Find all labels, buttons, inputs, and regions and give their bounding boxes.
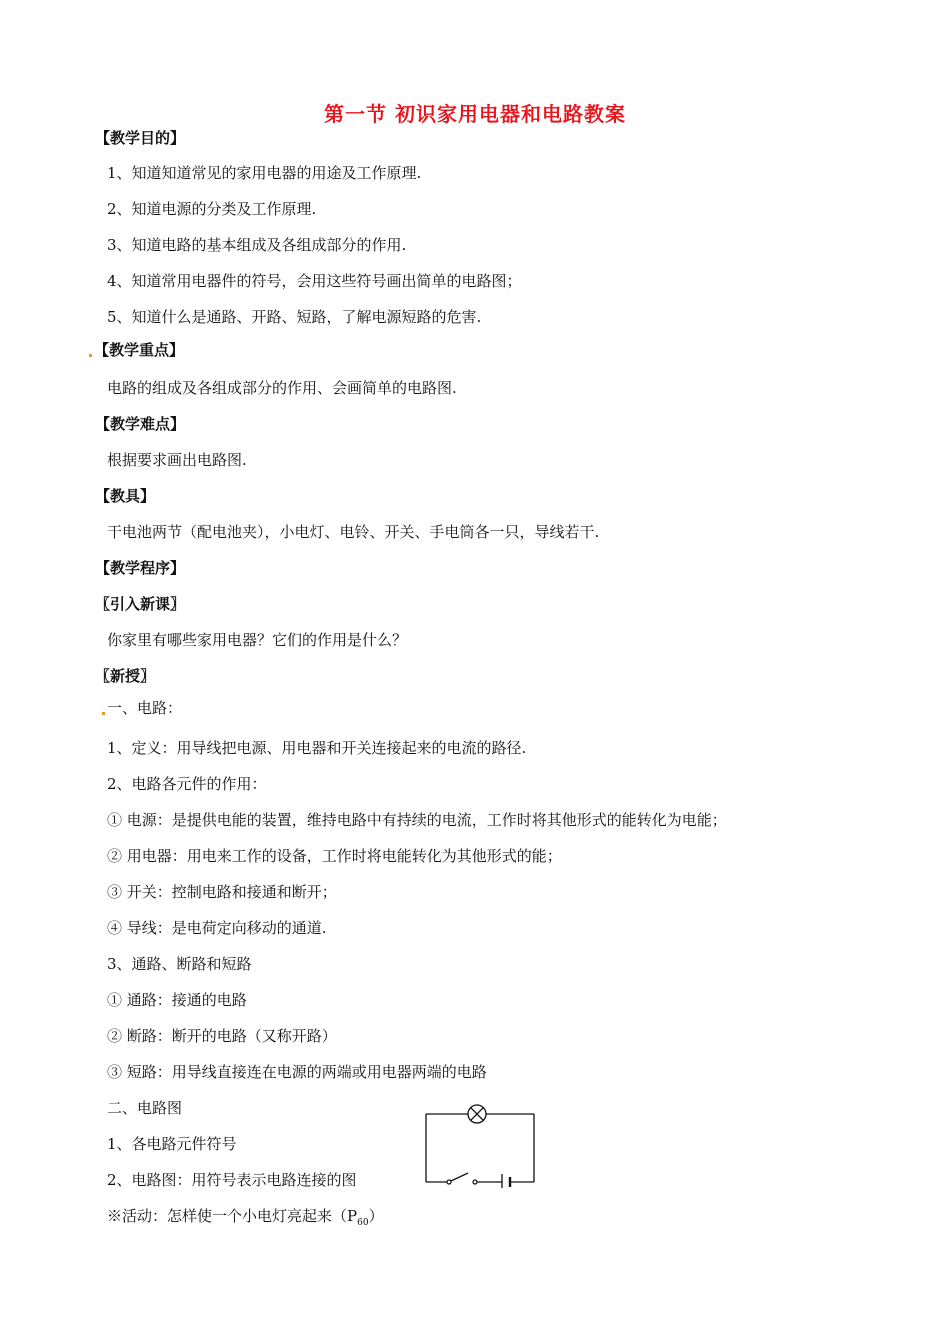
- switch-contact: [473, 1180, 477, 1184]
- objective-item: 3、知道电路的基本组成及各组成部分的作用.: [107, 236, 407, 254]
- component-item: ③ 开关：控制电路和接通和断开；: [107, 883, 337, 901]
- mark-dot: [89, 354, 92, 357]
- state-item: ② 断路：断开的电路（又称开路）: [107, 1027, 337, 1045]
- objective-item: 4、知道常用电器件的符号，会用这些符号画出简单的电路图；: [107, 272, 522, 290]
- key-points-text: 电路的组成及各组成部分的作用、会画简单的电路图.: [107, 379, 457, 397]
- components-title: 2、电路各元件的作用：: [107, 775, 267, 793]
- states-title: 3、通路、断路和短路: [107, 955, 252, 973]
- state-item: ③ 短路：用导线直接连在电源的两端或用电器两端的电路: [107, 1063, 487, 1081]
- diagram-text: 2、电路图：用符号表示电路连接的图: [107, 1171, 357, 1189]
- new-lesson-heading: 〖新授〗: [95, 667, 156, 685]
- objective-item: 2、知道电源的分类及工作原理.: [107, 200, 317, 218]
- key-points-heading: 【教学重点】: [89, 340, 184, 360]
- document-title: 第一节 初识家用电器和电路教案: [324, 102, 626, 126]
- difficulties-heading: 【教学难点】: [95, 415, 186, 433]
- intro-text: 你家里有哪些家用电器？它们的作用是什么？: [107, 631, 408, 649]
- component-item: ① 电源：是提供电能的装置，维持电路中有持续的电流，工作时将其他形式的能转化为电能；: [107, 811, 727, 829]
- activity-text: ※活动：怎样使一个小电灯亮起来$(P_{60})$: [107, 1207, 384, 1228]
- procedure-heading: 【教学程序】: [95, 559, 186, 577]
- component-item: ④ 导线：是电荷定向移动的通道.: [107, 919, 327, 937]
- objectives-heading: 【教学目的】: [95, 129, 186, 147]
- mark-dot: [102, 712, 105, 715]
- difficulties-text: 根据要求画出电路图.: [107, 451, 247, 469]
- switch-contact: [447, 1180, 451, 1184]
- objective-item: 5、知道什么是通路、开路、短路，了解电源短路的危害.: [107, 308, 482, 326]
- objective-item: 1、知道知道常见的家用电器的用途及工作原理.: [107, 164, 422, 182]
- tools-text: 干电池两节（配电池夹），小电灯、电铃、开关、手电筒各一只，导线若干.: [107, 523, 600, 541]
- tools-heading: 【教具】: [95, 487, 156, 505]
- switch-icon: [451, 1173, 468, 1181]
- state-item: ① 通路：接通的电路: [107, 991, 247, 1009]
- intro-heading: 〖引入新课〗: [95, 595, 186, 613]
- component-item: ② 用电器：用电来工作的设备，工作时将电能转化为其他形式的能；: [107, 847, 562, 865]
- part1-title: 一、电路：: [102, 698, 182, 718]
- symbols-text: 1、各电路元件符号: [107, 1135, 237, 1153]
- definition-text: 1、定义：用导线把电源、用电器和开关连接起来的电流的路径.: [107, 739, 527, 757]
- circuit-diagram: [420, 1098, 540, 1188]
- part2-title: 二、电路图: [107, 1099, 183, 1117]
